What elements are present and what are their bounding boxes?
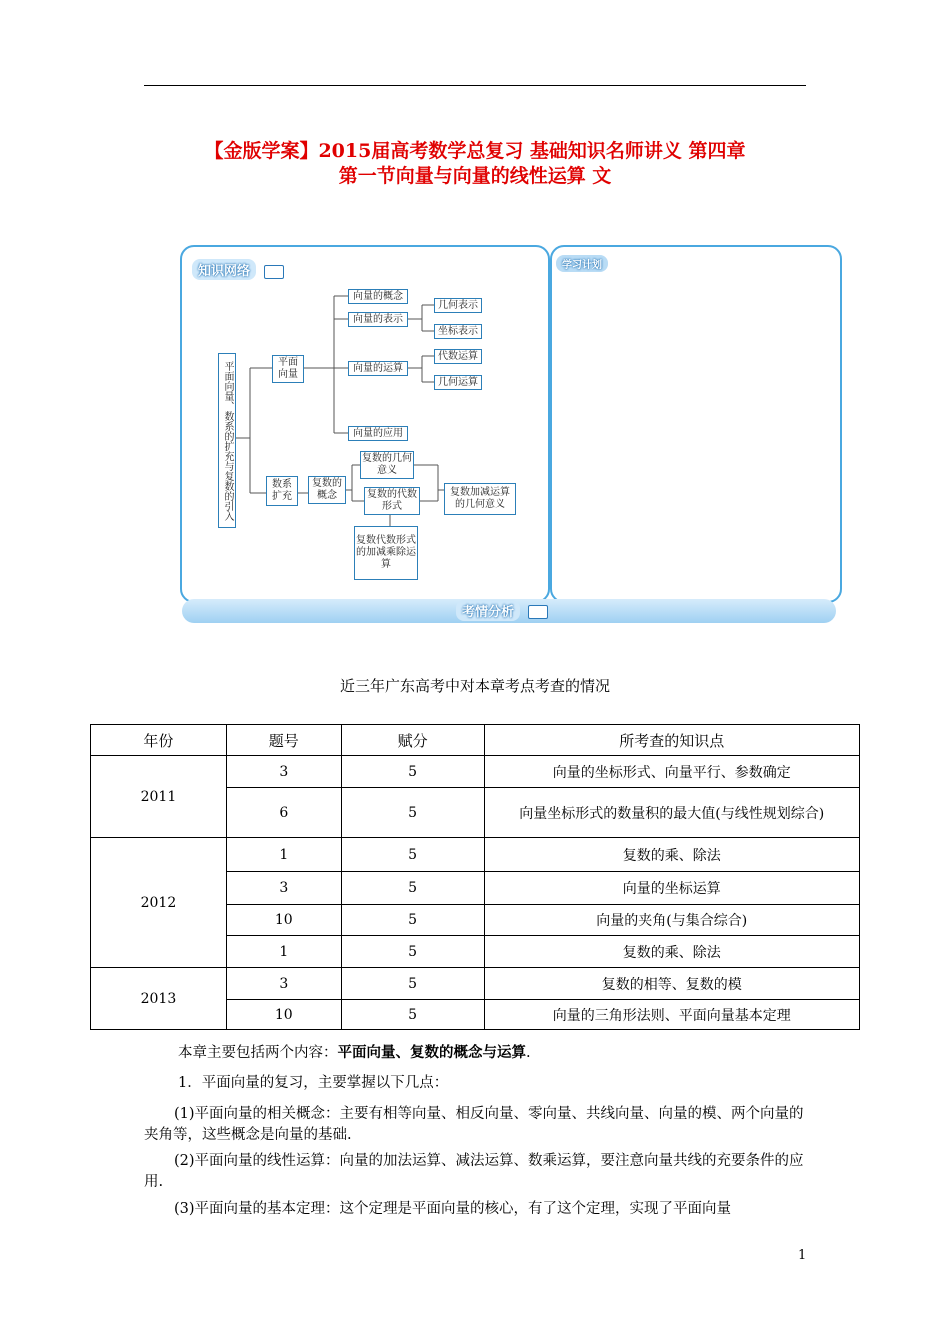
question-no-cell: 1 [226, 838, 341, 872]
knowledge-point-cell: 向量坐标形式的数量积的最大值(与线性规划综合) [484, 788, 859, 838]
header-question-no: 题号 [226, 725, 341, 756]
score-cell: 5 [341, 968, 484, 1000]
header-score: 赋分 [341, 725, 484, 756]
knowledge-point-cell: 复数的乘、除法 [484, 838, 859, 872]
node-root: 平面向量、数系的扩充与复数的引入 [218, 353, 236, 528]
node-geo-rep: 几何表示 [434, 298, 482, 313]
paragraph-intro [144, 1043, 810, 1064]
question-no-cell: 10 [226, 905, 341, 936]
node-complex-algebraic: 复数的代数形式 [364, 487, 420, 515]
table-row [91, 756, 860, 788]
paragraph-2: (1)平面向量的相关概念：主要有相等向量、相反向量、零向量、共线向量、向量的模、两个向量的夹角等，这些概念是向量的基础. [144, 1106, 804, 1143]
exam-table-caption: 近三年广东高考中对本章考点考查的情况 [339, 677, 610, 695]
header-year: 年份 [91, 725, 227, 756]
page-number: 1 [798, 1248, 807, 1263]
score-cell: 5 [341, 905, 484, 936]
intro-bold: 平面向量、复数的概念与运算 [337, 1045, 526, 1061]
node-complex-addsub-geo: 复数加减运算的几何意义 [444, 483, 516, 515]
node-alg-op: 代数运算 [434, 349, 482, 364]
score-cell: 5 [341, 788, 484, 838]
doc-title-line2: 第一节向量与向量的线性运算 文 [338, 165, 612, 187]
exam-table [90, 724, 860, 1030]
question-no-cell: 3 [226, 756, 341, 788]
score-cell: 5 [341, 838, 484, 872]
score-cell: 5 [341, 756, 484, 788]
knowledge-point-cell: 向量的坐标形式、向量平行、参数确定 [484, 756, 859, 788]
tab-exam-analysis: 考情分析 [456, 600, 520, 621]
node-vector-application: 向量的应用 [348, 426, 408, 441]
node-number-extension: 数系扩充 [266, 476, 298, 506]
doc-title-line1: 【金版学案】2015届高考数学总复习 基础知识名师讲义 第四章 [204, 140, 746, 162]
intro-tail: . [526, 1045, 531, 1061]
paragraph-4: (3)平面向量的基本定理：这个定理是平面向量的核心，有了这个定理，实现了平面向量 [174, 1201, 732, 1217]
score-cell: 5 [341, 1000, 484, 1030]
node-complex-operations: 复数代数形式的加减乘除运算 [354, 526, 418, 580]
node-vector-representation: 向量的表示 [348, 312, 408, 327]
table-row [91, 968, 860, 1000]
node-vector-concept: 向量的概念 [348, 289, 408, 304]
knowledge-point-cell: 向量的三角形法则、平面向量基本定理 [484, 1000, 859, 1030]
node-complex-concept: 复数的概念 [308, 476, 346, 504]
node-plane-vector: 平面向量 [272, 355, 304, 383]
node-vector-operation: 向量的运算 [348, 361, 408, 376]
year-cell: 2012 [91, 838, 227, 968]
tab-knowledge-network: 知识网络 [192, 259, 256, 280]
knowledge-network-figure [178, 243, 842, 631]
question-no-cell: 3 [226, 968, 341, 1000]
node-coord-rep: 坐标表示 [434, 324, 482, 339]
paragraph-1: 1．平面向量的复习，主要掌握以下几点： [178, 1075, 449, 1091]
intro-lead: 本章主要包括两个内容： [178, 1045, 338, 1061]
score-cell: 5 [341, 936, 484, 968]
question-no-cell: 1 [226, 936, 341, 968]
knowledge-point-cell: 向量的坐标运算 [484, 872, 859, 905]
table-row [91, 838, 860, 872]
knowledge-point-cell: 向量的夹角(与集合综合) [484, 905, 859, 936]
year-cell: 2013 [91, 968, 227, 1030]
score-cell: 5 [341, 872, 484, 905]
question-no-cell: 3 [226, 872, 341, 905]
question-no-cell: 6 [226, 788, 341, 838]
knowledge-point-cell: 复数的相等、复数的模 [484, 968, 859, 1000]
tab-study-plan: 学习计划 [556, 255, 608, 272]
mindmap-connectors [178, 243, 842, 631]
knowledge-point-cell: 复数的乘、除法 [484, 936, 859, 968]
header-rule [144, 85, 806, 86]
node-geo-op: 几何运算 [434, 375, 482, 390]
table-header-row [91, 725, 860, 756]
node-complex-geo: 复数的几何意义 [360, 451, 414, 479]
year-cell: 2011 [91, 756, 227, 838]
paragraph-3: (2)平面向量的线性运算：向量的加法运算、减法运算、数乘运算，要注意向量共线的充要条件的应用. [144, 1153, 804, 1190]
header-knowledge-point: 所考查的知识点 [484, 725, 859, 756]
question-no-cell: 10 [226, 1000, 341, 1030]
